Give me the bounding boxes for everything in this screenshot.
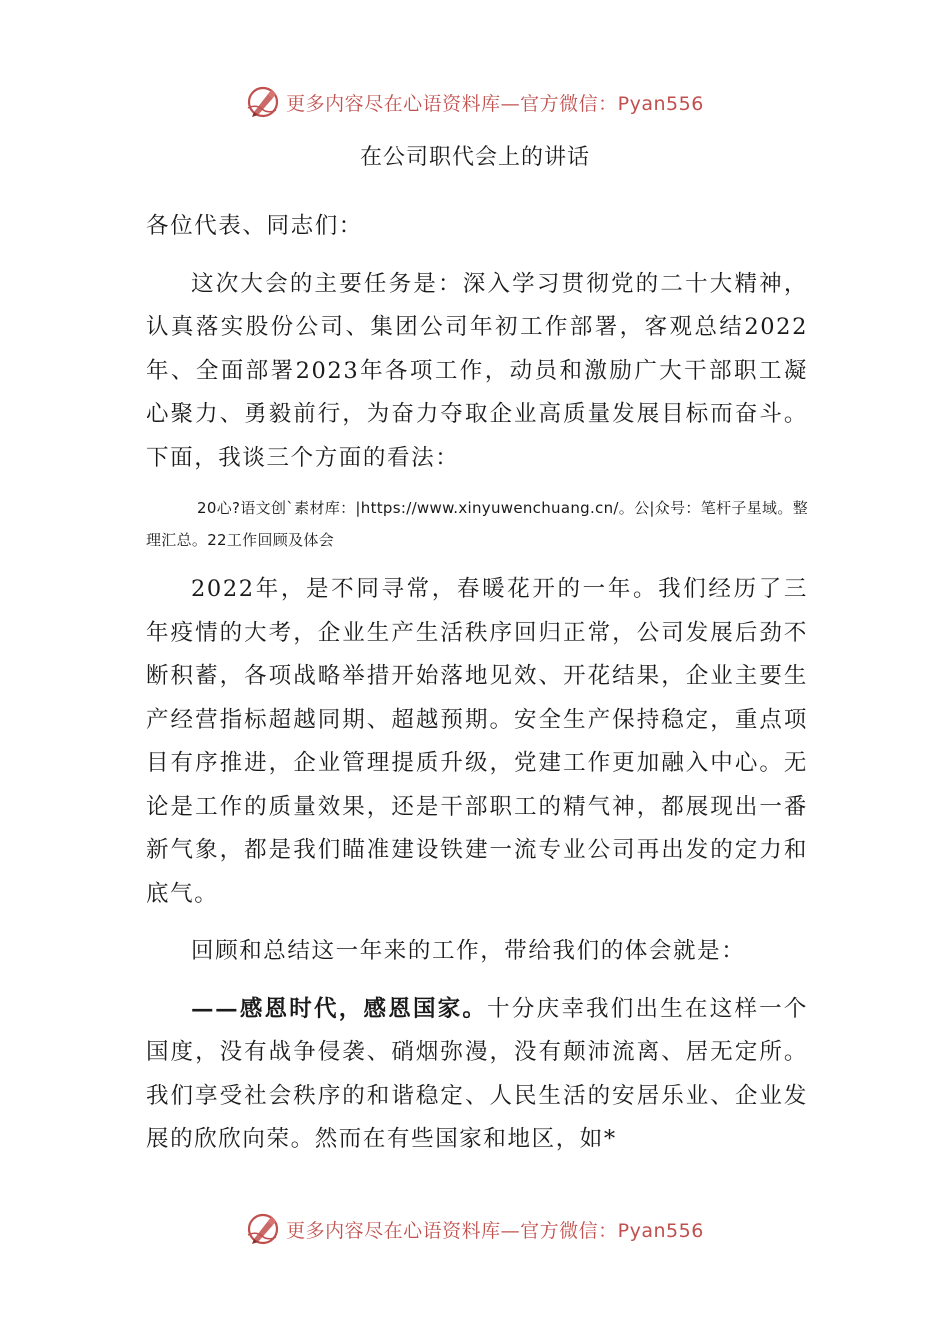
header-wechat-id: Pyan556 [617,92,704,115]
paragraph-3: 回顾和总结这一年来的工作，带给我们的体会就是： [191,938,746,964]
paragraph-2: 2022年，是不同寻常，春暖花开的一年。我们经历了三年疫情的大考，企业生产生活秩序回归正常，公司发展后劲不断积蓄，各项战略举措开始落地见效、开花结果，企业主要生产经营指标超越同期、超越预期。安全生产保持稳定，重点项目有序推进，企业管理提质升级，党建工作更加融入中心。无论是工作的质量效果，还是干部职工的精气神，都展现出一番新气象，都是我们瞄准建设铁建一流专业公司再出发的定力和底气。 [146,576,808,907]
document-body [146,205,808,1162]
footer-wechat-id: Pyan556 [617,1219,704,1242]
pen-logo-icon [246,85,280,119]
source-note: 20心?语文创`素材库：|https://www.xinyuwenchuang.cn/。公|众号：笔杆子星域。整理汇总。22工作回顾及体会 [146,499,808,549]
footer-banner-text [286,1216,704,1243]
header-banner [0,82,950,122]
paragraph-4-text: 十分庆幸我们出生在这样一个国度，没有战争侵袭、硝烟弥漫，没有颠沛流离、居无定所。我们享受社会秩序的和谐稳定、人民生活的安居乐业、企业发展的欣欣向荣。然而在有些国家和地区，如* [146,995,808,1152]
page-title: 在公司职代会上的讲话 [359,145,590,170]
paragraph-4-lead: ——感恩时代，感恩国家。 [191,995,488,1022]
header-banner-cn: 更多内容尽在心语资料库—官方微信： [286,92,618,115]
footer-banner-cn: 更多内容尽在心语资料库—官方微信： [286,1219,618,1242]
salutation: 各位代表、同志们： [146,213,363,239]
pen-logo-icon [246,1212,280,1246]
paragraph-1: 这次大会的主要任务是：深入学习贯彻党的二十大精神，认真落实股份公司、集团公司年初工作部署，客观总结2022年、全面部署2023年各项工作，动员和激励广大干部职工凝心聚力、勇毅前行，为奋力夺取企业高质量发展目标而奋斗。下面，我谈三个方面的看法： [146,270,808,471]
header-banner-text [286,89,704,116]
paragraph-4 [146,988,808,1162]
footer-banner [0,1209,950,1249]
